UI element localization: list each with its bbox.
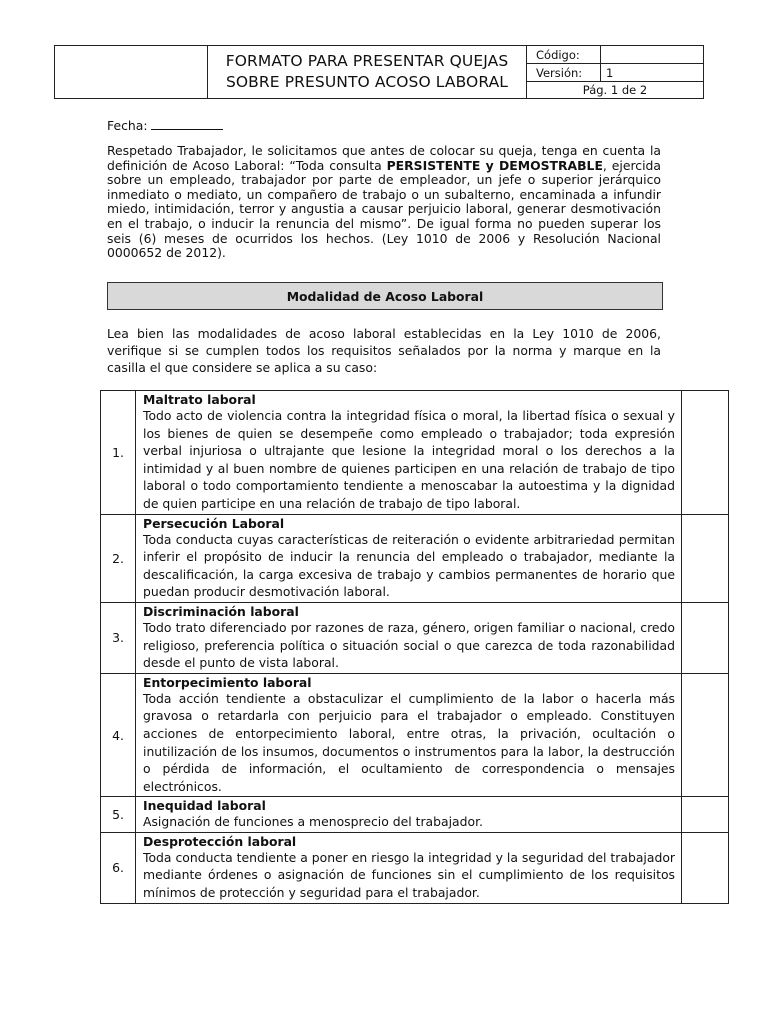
fecha-row — [107, 117, 661, 134]
row-text: Todo trato diferenciado por razones de raza, género, origen familiar o nacional, credo religioso, preferencia política o situación social o que carezca de toda razonabilidad desde el punto de vista laboral. — [143, 619, 675, 671]
intro-bold-text: PERSISTENTE y DEMOSTRABLE — [386, 157, 603, 173]
document-header — [54, 45, 704, 99]
row-number: 3. — [101, 602, 136, 673]
row-title: Maltrato laboral — [143, 392, 256, 407]
row-title: Desprotección laboral — [143, 833, 297, 849]
table-row — [101, 602, 729, 673]
logo-cell — [55, 46, 208, 99]
row-description — [136, 514, 682, 602]
row-number: 6. — [101, 832, 136, 903]
form-title-line1: FORMATO PARA PRESENTAR QUEJAS — [225, 52, 509, 70]
row-checkbox[interactable] — [682, 391, 729, 515]
row-checkbox[interactable] — [682, 514, 729, 602]
intro-text-part2: , ejercida sobre un empleado, trabajador por parte de empleador, un jefe o superior jerárquico inmediato o mediato, un compañero de trabajo o un subalterno, encaminada a infundir miedo, intimidación, terror y angustia a causar perjuicio laboral, generar desmotivación en el trabajo, o inducir la renuncia del mismo”. De igual forma no pueden superar los seis (6) meses de ocurridos los hechos. (Ley 1010 de 2006 y Resolución Nacional 0000652 de 2012). — [107, 157, 662, 261]
codigo-value — [601, 46, 704, 64]
codigo-label: Código: — [527, 46, 601, 64]
row-description — [136, 832, 682, 903]
intro-text-part1: Respetado Trabajador, le solicitamos que antes de colocar su queja, tenga en cuenta la definición de Acoso Laboral: “Toda consulta — [107, 143, 661, 173]
modalidad-heading — [107, 282, 663, 310]
row-checkbox[interactable] — [682, 832, 729, 903]
intro-paragraph — [107, 144, 661, 261]
row-number: 5. — [101, 797, 136, 833]
row-title: Discriminación laboral — [143, 603, 299, 619]
row-title: Persecución Laboral — [143, 515, 285, 531]
table-row — [101, 391, 729, 515]
row-number: 4. — [101, 673, 136, 797]
row-description — [136, 391, 682, 515]
table-row — [101, 797, 729, 833]
instructions-paragraph: Lea bien las modalidades de acoso laboral establecidas en la Ley 1010 de 2006, verifique si se cumplen todos los requisitos señalados por la norma y marque en la casilla el que considere se aplica a su caso: — [107, 326, 661, 375]
row-number: 1. — [101, 391, 136, 515]
row-text: Toda acción tendiente a obstaculizar el cumplimiento de la labor o hacerla más gravosa o retardarla con perjuicio para el trabajador o empleado. Constituyen acciones de entorpecimiento laboral, entre otras, la privación, ocultación o inutilización de los insumos, documentos o instrumentos para la labor, la destrucción o pérdida de información, el ocultamiento de correspondencia o mensajes electrónicos. — [143, 690, 675, 794]
table-row — [101, 673, 729, 797]
table-row — [101, 832, 729, 903]
table-row — [101, 514, 729, 602]
version-value: 1 — [601, 64, 704, 82]
row-description — [136, 602, 682, 673]
row-checkbox[interactable] — [682, 797, 729, 833]
version-label: Versión: — [527, 64, 601, 82]
row-text: Todo acto de violencia contra la integridad física o moral, la libertad física o sexual y los bienes de quien se desempeñe como empleado o trabajador; toda expresión verbal injuriosa o ultrajante que lesione la integridad moral o los derechos a la intimidad y al buen nombre de quienes participen en una relación de trabajo de tipo laboral o todo comportamiento tendiente a menoscabar la autoestima y la dignidad de quien participe en una relación de trabajo de tipo laboral. — [143, 408, 675, 511]
fecha-blank-line[interactable] — [151, 117, 223, 130]
fecha-label: Fecha: — [107, 118, 148, 133]
row-description — [136, 673, 682, 797]
row-description — [136, 797, 682, 833]
form-title — [208, 46, 527, 99]
row-text: Asignación de funciones a menosprecio del trabajador. — [143, 814, 483, 830]
row-number: 2. — [101, 514, 136, 602]
form-title-line2: SOBRE PRESUNTO ACOSO LABORAL — [225, 73, 509, 91]
modalidades-table — [100, 390, 729, 904]
row-text: Toda conducta cuyas características de reiteración o evidente arbitrariedad permitan inferir el propósito de inducir la renuncia del empleado o trabajador, mediante la descalificación, la carga excesiva de trabajo y cambios permanentes de horario que puedan producir desmotivación laboral. — [143, 531, 675, 600]
row-checkbox[interactable] — [682, 602, 729, 673]
row-title: Entorpecimiento laboral — [143, 674, 312, 690]
row-title: Inequidad laboral — [143, 798, 266, 814]
row-checkbox[interactable] — [682, 673, 729, 797]
modalidad-heading-text: Modalidad de Acoso Laboral — [286, 288, 484, 304]
page-number: Pág. 1 de 2 — [527, 82, 704, 99]
row-text: Toda conducta tendiente a poner en riesgo la integridad y la seguridad del trabajador mediante órdenes o asignación de funciones sin el cumplimiento de los requisitos mínimos de protección y seguridad para el trabajador. — [143, 849, 675, 901]
